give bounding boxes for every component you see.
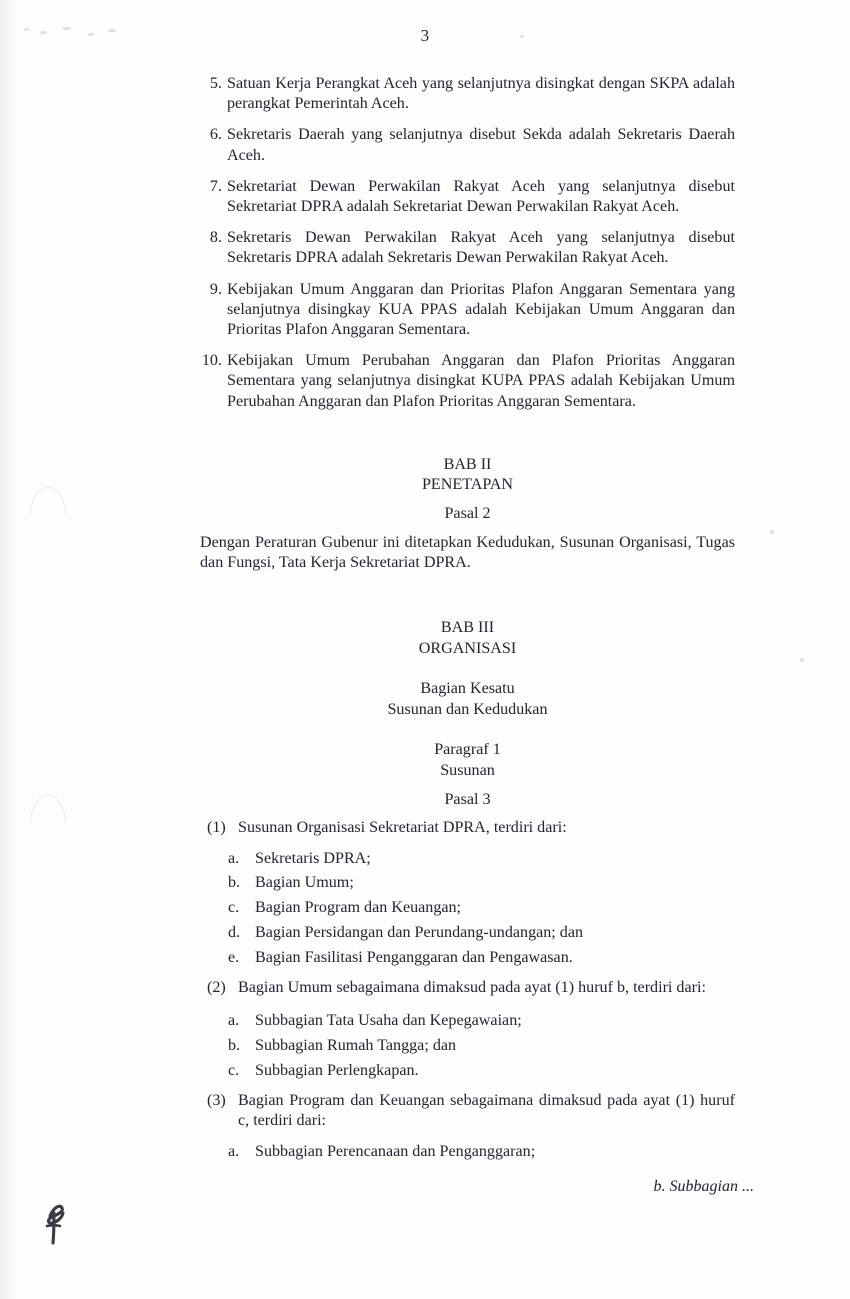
scan-edge-shading <box>0 0 16 1299</box>
definition-text: Sekretariat Dewan Perwakilan Rakyat Aceh yang selanjutnya disebut Sekretariat DPRA adalah Sekretariat Dewan Perwakilan Rakyat Aceh. <box>227 177 735 216</box>
bab-2-heading <box>200 455 735 525</box>
ayat-lead-text: Bagian Umum sebagaimana dimaksud pada ayat (1) huruf b, terdiri dari: <box>238 979 706 997</box>
binding-hole-artifact <box>30 487 66 515</box>
ayat-2-sublist <box>200 1008 735 1083</box>
definition-item <box>200 280 735 341</box>
list-item-text: Subbagian Tata Usaha dan Kepegawaian; <box>255 1011 522 1029</box>
definition-text: Kebijakan Umum Perubahan Anggaran dan Plafon Prioritas Anggaran Sementara yang selanjutnya disingkat KUPA PPAS adalah Kebijakan Umum Perubahan Anggaran dan Plafon Prioritas Anggaran Sementara. <box>227 352 735 410</box>
list-item <box>228 1140 735 1163</box>
list-item-marker: b. <box>228 1036 241 1054</box>
list-item-text: Bagian Program dan Keuangan; <box>255 899 462 917</box>
list-item-text: Sekretaris DPRA; <box>255 850 371 868</box>
ayat-1-sublist <box>200 847 735 970</box>
list-item-marker: d. <box>228 924 241 942</box>
definition-number: 5. <box>209 75 222 92</box>
list-item-marker: a. <box>228 1143 240 1160</box>
list-item-marker: c. <box>228 899 240 917</box>
bab-3-pasal: Pasal 3 <box>444 790 491 808</box>
definition-number: 10. <box>201 352 222 370</box>
bagian-label: Bagian Kesatu <box>420 680 515 698</box>
paragraf-title: Susunan <box>440 762 495 779</box>
ayat-number: (1) <box>207 819 226 837</box>
list-item-text: Bagian Persidangan dan Perundang-undangan; dan <box>255 924 584 942</box>
catchword-footer: b. Subbagian ... <box>653 1178 754 1195</box>
list-item <box>228 1033 735 1058</box>
list-item <box>228 895 735 920</box>
definition-item <box>200 351 735 412</box>
document-body <box>200 74 735 1163</box>
bagian-title: Susunan dan Kedudukan <box>387 700 548 718</box>
definition-number: 9. <box>209 280 222 298</box>
list-item <box>228 920 735 945</box>
list-item-text: Bagian Fasilitasi Penganggaran dan Pengawasan. <box>255 949 573 967</box>
list-item-marker: b. <box>228 874 241 892</box>
ayat-3-sublist <box>200 1140 735 1163</box>
list-item-marker: a. <box>228 850 240 868</box>
definition-item <box>200 74 735 114</box>
bab-3-title: ORGANISASI <box>418 639 517 657</box>
definition-text: Sekretaris Daerah yang selanjutnya disebut Sekda adalah Sekretaris Daerah Aceh. <box>227 126 735 164</box>
ayat-lead-text: Bagian Program dan Keuangan sebagaimana dimaksud pada ayat (1) huruf c, terdiri dari: <box>238 1091 735 1129</box>
paragraf-label: Paragraf 1 <box>434 741 501 759</box>
list-item-marker: e. <box>228 949 240 967</box>
scan-speckle <box>800 658 804 662</box>
bab-2-pasal: Pasal 2 <box>444 505 491 523</box>
definition-text: Satuan Kerja Perangkat Aceh yang selanjutnya disingkat dengan SKPA adalah perangkat Pemerintah Aceh. <box>227 75 735 113</box>
definition-text: Kebijakan Umum Anggaran dan Prioritas Plafon Anggaran Sementara yang selanjutnya disingkay KUA PPAS adalah Kebijakan Umum Anggaran dan Prioritas Plafon Anggaran Sementara. <box>227 280 735 339</box>
ayat-item <box>200 1091 735 1131</box>
bab-2-title: PENETAPAN <box>421 476 514 494</box>
list-item-marker: c. <box>228 1061 240 1079</box>
list-item-marker: a. <box>228 1011 240 1029</box>
definition-item <box>200 125 735 165</box>
list-item <box>228 945 735 970</box>
bab-2-body-text: Dengan Peraturan Gubenur ini ditetapkan Kedudukan, Susunan Organisasi, Tugas dan Fungsi, Tata Kerja Sekretariat DPRA. <box>200 533 735 571</box>
definition-text: Sekretaris Dewan Perwakilan Rakyat Aceh yang selanjutnya disebut Sekretaris DPRA adalah Sekretaris Dewan Perwakilan Rakyat Aceh. <box>227 229 735 267</box>
list-item <box>228 847 735 870</box>
list-item <box>228 1008 735 1033</box>
definition-number: 7. <box>209 177 222 195</box>
list-item <box>228 1058 735 1083</box>
ayat-number: (3) <box>207 1091 226 1109</box>
definition-number: 6. <box>209 126 222 144</box>
ayat-item <box>200 978 735 998</box>
binding-hole-artifact <box>30 795 66 823</box>
list-item-text: Bagian Umum; <box>255 874 354 892</box>
page-number: 3 <box>420 26 430 45</box>
ayat-lead-text: Susunan Organisasi Sekretariat DPRA, terdiri dari: <box>238 819 567 837</box>
list-item-text: Subbagian Perlengkapan. <box>255 1061 419 1079</box>
ayat-number: (2) <box>207 979 226 997</box>
definition-item <box>200 177 735 217</box>
list-item <box>228 870 735 895</box>
definition-item <box>200 228 735 268</box>
definition-number: 8. <box>209 229 222 247</box>
bab-3-label: BAB III <box>440 619 495 637</box>
list-item-text: Subbagian Rumah Tangga; dan <box>255 1036 457 1054</box>
bab-3-heading <box>200 618 735 810</box>
bab-2-label: BAB II <box>443 455 492 473</box>
handwritten-initial-icon <box>38 1196 74 1250</box>
ayat-item <box>200 818 735 838</box>
scan-speckle <box>770 530 774 534</box>
list-item-text: Subbagian Perencanaan dan Penganggaran; <box>255 1143 536 1160</box>
